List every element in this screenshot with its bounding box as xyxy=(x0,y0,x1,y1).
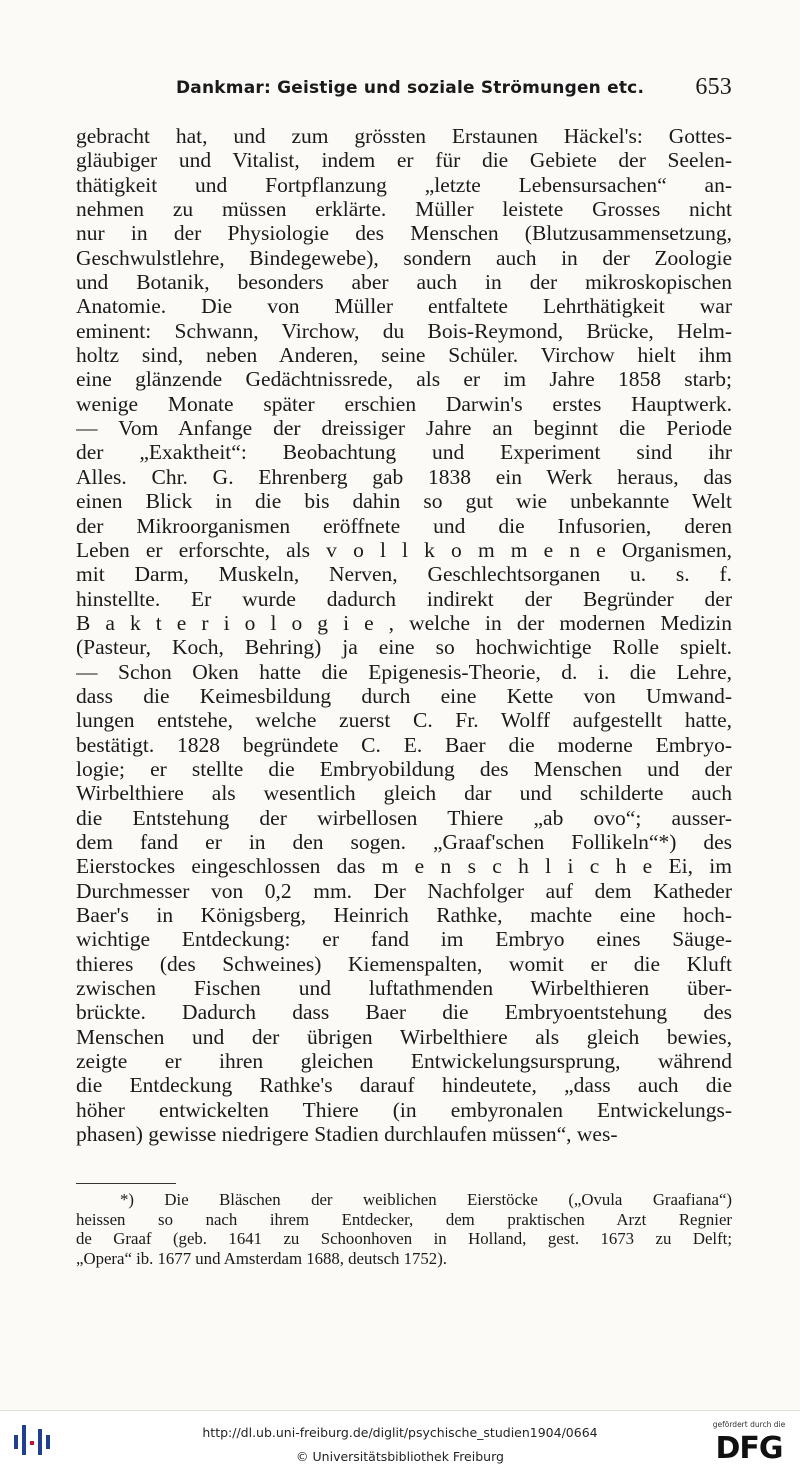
footnote-line: de Graaf (geb. 1641 zu Schoonhoven in Holland, gest. 1673 zu Delft; xyxy=(76,1229,732,1248)
text-line: Wirbelthiere als wesentlich gleich dar und schilderte auch xyxy=(76,781,732,806)
footnote xyxy=(76,1190,732,1268)
text-line: eine glänzende Gedächtnissrede, als er im Jahre 1858 starb; xyxy=(76,367,732,392)
body-text xyxy=(76,124,732,1146)
text-line: nehmen zu müssen erklärte. Müller leistete Grosses nicht xyxy=(76,197,732,222)
copyright-notice: © Universitätsbibliothek Freiburg xyxy=(296,1449,504,1464)
text-line: Durchmesser von 0,2 mm. Der Nachfolger auf dem Katheder xyxy=(76,878,732,903)
text-line: Geschwulstlehre, Bindegewebe), sondern auch in der Zoologie xyxy=(76,245,732,270)
page-number: 653 xyxy=(695,74,732,100)
text-line: eminent: Schwann, Virchow, du Bois-Reymond, Brücke, Helm- xyxy=(76,318,732,343)
text-line: Eierstockes eingeschlossen das m e n s c h l i c h e Ei, im xyxy=(76,854,732,879)
text-line: zwischen Fischen und luftathmenden Wirbelthieren über- xyxy=(76,976,732,1001)
text-line: dem fand er in den sogen. „Graaf'schen Follikeln“*) des xyxy=(76,829,732,854)
text-line: und Botanik, besonders aber auch in der mikroskopischen xyxy=(76,270,732,295)
text-line: gebracht hat, und zum grössten Erstaunen Häckel's: Gottes- xyxy=(76,124,732,148)
text-line: — Schon Oken hatte die Epigenesis-Theorie, d. i. die Lehre, xyxy=(76,659,732,684)
footnote-line: *) Die Bläschen der weiblichen Eierstöcke („Ovula Graafiana“) xyxy=(120,1190,732,1209)
text-line: (Pasteur, Koch, Behring) ja eine so hochwichtige Rolle spielt. xyxy=(76,635,732,660)
text-line: die Entdeckung Rathke's darauf hindeutete, „dass auch die xyxy=(76,1073,732,1098)
permalink[interactable]: http://dl.ub.uni-freiburg.de/diglit/psychische_studien1904/0664 xyxy=(202,1425,598,1440)
text-line: holtz sind, neben Anderen, seine Schüler. Virchow hielt ihm xyxy=(76,343,732,368)
text-line: hinstellte. Er wurde dadurch indirekt der Begründer der xyxy=(76,586,732,611)
footnote-line: heissen so nach ihrem Entdecker, dem praktischen Arzt Regnier xyxy=(76,1209,732,1229)
text-line: wenige Monate später erschien Darwin's erstes Hauptwerk. xyxy=(76,391,732,416)
text-line: wichtige Entdeckung: er fand im Embryo eines Säuge- xyxy=(76,927,732,952)
text-line: zeigte er ihren gleichen Entwickelungsursprung, während xyxy=(76,1049,732,1074)
dfg-logo-icon: DFG xyxy=(715,1431,783,1466)
text-line: höher entwickelten Thiere (in embyronalen Entwickelungs- xyxy=(76,1097,732,1122)
text-line: bestätigt. 1828 begründete C. E. Baer die moderne Embryo- xyxy=(76,732,732,757)
text-line: brückte. Dadurch dass Baer die Embryoentstehung des xyxy=(76,1000,732,1025)
text-line: Leben er erforschte, als v o l l k o m m e n e Organismen, xyxy=(76,537,732,562)
text-line: der Mikroorganismen eröffnete und die Infusorien, deren xyxy=(76,513,732,538)
text-line: phasen) gewisse niedrigere Stadien durchlaufen müssen“, wes- xyxy=(76,1122,618,1147)
text-line: Baer's in Königsberg, Heinrich Rathke, machte eine hoch- xyxy=(76,903,732,927)
text-line: logie; er stellte die Embryobildung des Menschen und der xyxy=(76,756,732,781)
text-line: gläubiger und Vitalist, indem er für die Gebiete der Seelen- xyxy=(76,148,732,173)
text-line: thieres (des Schweines) Kiemenspalten, womit er die Kluft xyxy=(76,951,732,976)
text-line: die Entstehung der wirbellosen Thiere „ab ovo“; ausser- xyxy=(76,805,732,830)
running-head xyxy=(176,74,732,104)
text-line: der „Exaktheit“: Beobachtung und Experiment sind ihr xyxy=(76,440,732,465)
text-line: dass die Keimesbildung durch eine Kette von Umwand- xyxy=(76,683,732,708)
text-line: thätigkeit und Fortpflanzung „letzte Lebensursachen“ an- xyxy=(76,172,732,197)
text-line: Menschen und der übrigen Wirbelthiere als gleich bewies, xyxy=(76,1024,732,1049)
funder-caption: gefördert durch die xyxy=(712,1420,786,1429)
text-line: lungen entstehe, welche zuerst C. Fr. Wolff aufgestellt hatte, xyxy=(76,708,732,733)
text-line: Alles. Chr. G. Ehrenberg gab 1838 ein Werk heraus, das xyxy=(76,464,732,489)
text-line: B a k t e r i o l o g i e , welche in der modernen Medizin xyxy=(76,610,732,635)
text-line: Anatomie. Die von Müller entfaltete Lehrthätigkeit war xyxy=(76,294,732,319)
running-title: Dankmar: Geistige und soziale Strömungen etc. xyxy=(176,78,645,98)
text-line: mit Darm, Muskeln, Nerven, Geschlechtsorganen u. s. f. xyxy=(76,562,732,587)
footnote-separator xyxy=(76,1183,176,1184)
footnote-line: „Opera“ ib. 1677 und Amsterdam 1688, deutsch 1752). xyxy=(76,1248,447,1268)
text-line: einen Blick in die bis dahin so gut wie unbekannte Welt xyxy=(76,489,732,514)
viewer-footer xyxy=(0,1410,800,1473)
text-line: nur in der Physiologie des Menschen (Blutzusammensetzung, xyxy=(76,221,732,246)
text-line: — Vom Anfange der dreissiger Jahre an beginnt die Periode xyxy=(76,416,732,441)
